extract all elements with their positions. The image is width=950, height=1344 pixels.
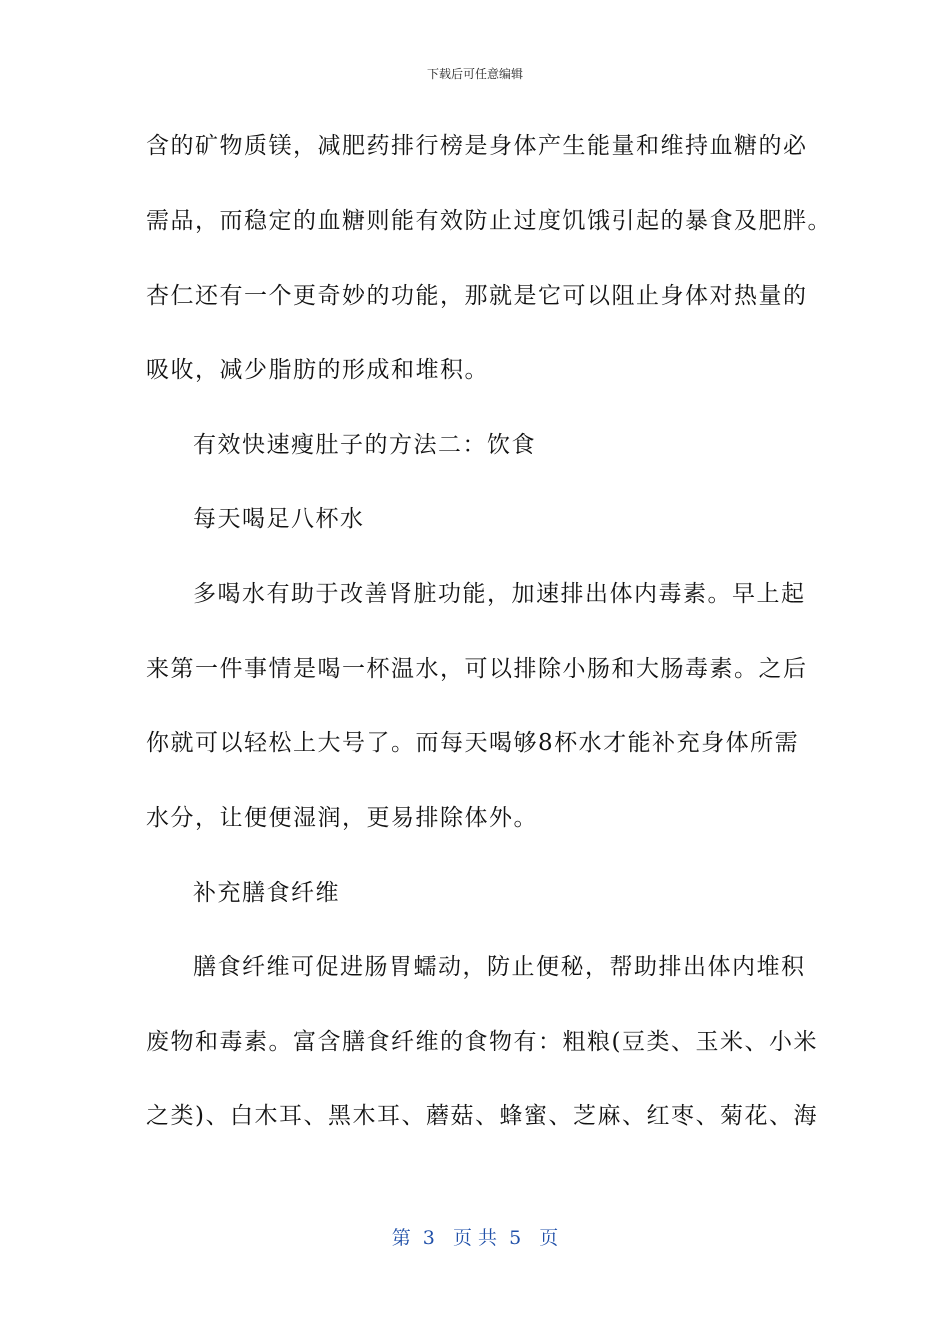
paragraph-line: 你就可以轻松上大号了。而每天喝够8杯水才能补充身体所需	[146, 730, 800, 756]
page-header: 下载后可任意编辑	[426, 67, 523, 81]
paragraph-line: 杏仁还有一个更奇妙的功能，那就是它可以阻止身体对热量的	[146, 283, 808, 309]
section-heading: 有效快速瘦肚子的方法二：饮食	[193, 432, 536, 458]
paragraph-line: 需品，而稳定的血糖则能有效防止过度饥饿引起的暴食及肥胖。	[146, 208, 832, 234]
paragraph-line: 水分，让便便湿润，更易排除体外。	[146, 805, 538, 831]
paragraph-line: 之类)、白木耳、黑木耳、蘑菇、蜂蜜、芝麻、红枣、菊花、海	[146, 1103, 818, 1129]
subheading: 补充膳食纤维	[193, 880, 340, 906]
page-number-footer: 第 3 页 共 5 页	[391, 1227, 559, 1249]
paragraph-line: 来第一件事情是喝一杯温水，可以排除小肠和大肠毒素。之后	[146, 656, 808, 682]
subheading: 每天喝足八杯水	[193, 506, 365, 532]
paragraph-line: 膳食纤维可促进肠胃蠕动，防止便秘，帮助排出体内堆积	[193, 954, 806, 980]
paragraph-line: 废物和毒素。富含膳食纤维的食物有：粗粮(豆类、玉米、小米	[146, 1029, 818, 1055]
paragraph-line: 多喝水有助于改善肾脏功能，加速排出体内毒素。早上起	[193, 581, 806, 607]
paragraph-line: 吸收，减少脂肪的形成和堆积。	[146, 357, 489, 383]
paragraph-line: 含的矿物质镁，减肥药排行榜是身体产生能量和维持血糖的必	[146, 133, 808, 159]
